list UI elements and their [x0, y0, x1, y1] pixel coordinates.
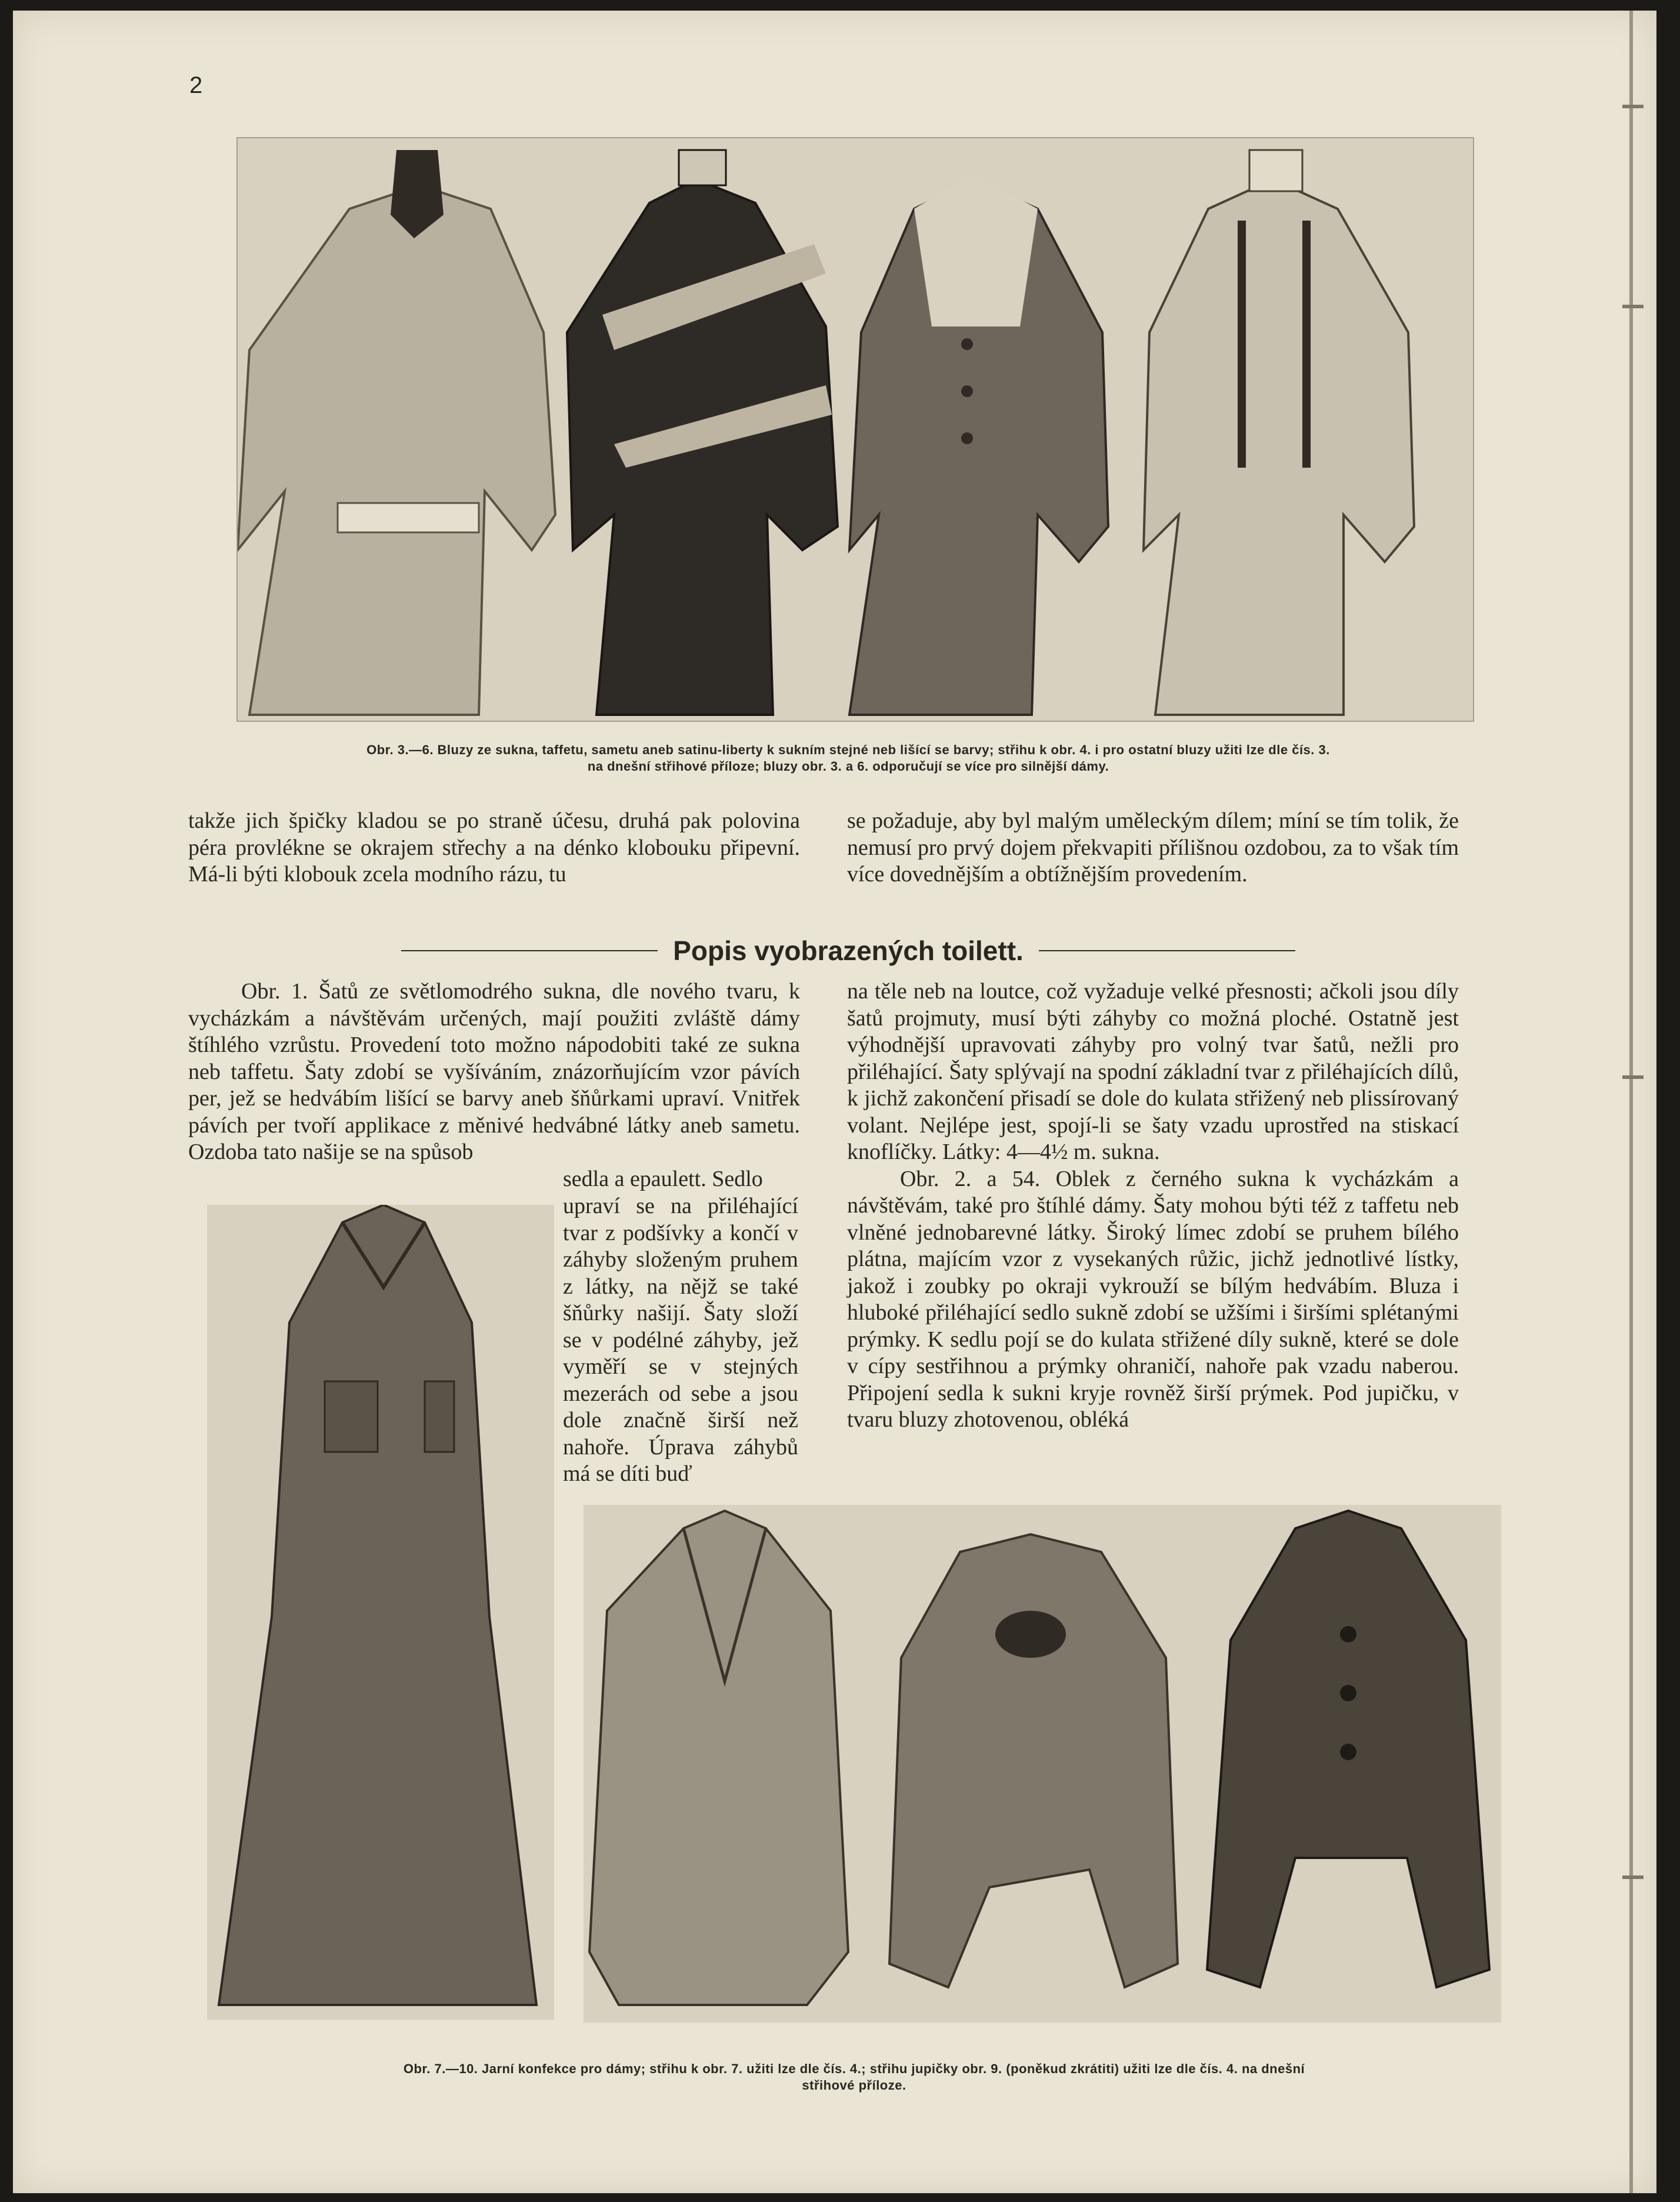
binding-mark — [1622, 1875, 1644, 1879]
left-column-inline-tail: sedla a epaulett. Sedlo — [563, 1167, 763, 1191]
section-heading: Popis vyobrazených toilett. — [673, 935, 1024, 966]
figure2-description: Obr. 2. a 54. Oblek z černého sukna k vycházkám a návštěvám, také pro štíhlé dámy. Šaty mohou býti též z taffetu neb vlněné jednobarevné látky. Široký límec zdobí se pruhem bílého plátna, majícím vzor z vysekaných růžic, jichž jednotlivé lístky, jakož i zoubky po okraji vykrouží se bílým hedvábím. Bluza i hluboké přiléhající sedlo sukně zdobí se užšími i širšími splétanými prýmky. K sedlu pojí se do kulata střižené díly sukně, které se dole v cípy sestřihnou a prýmky ohraničí, nahoře pak vzadu naberou. Připojení sedla k sukni kryje rovněž širší prýmek. Pod jupičku, v tvaru bluzy zhotovenou, obléká — [847, 1166, 1459, 1432]
figure1-description-cont: na těle neb na loutce, což vyžaduje velké přesnosti; ačkoli jsou díly šatů projmuty, musí býti záhyby co možná ploché. Ostatně jest výhodnější upravovati záhyby pro volný tvar šatů, nežli pro přiléhající. Šaty splývají na spodní základní tvar z přiléhajících dílů, k jichž zakončení přisadí se dole do kulata střižený neb plissírovaný volant. Nejlépe jest, spojí-li se šaty vzadu uprostřed na stiskací knoflíčky. Látky: 4—4½ m. sukna. — [847, 979, 1459, 1164]
binding-edge — [1629, 11, 1633, 2193]
bottom-caption-line2: střihové příloze. — [802, 2078, 906, 2093]
coat-drawing — [207, 1205, 554, 2020]
heading-rule-right — [1039, 950, 1295, 951]
figure1-description: Obr. 1. Šatů ze světlomodrého sukna, dle nového tvaru, k vycházkám a návštěvám určených, mají použiti zvláště dámy štíhlého vzrůstu. Provedení toto možno nápodobiti také ze sukna neb taffetu. Šaty zdobí se vyšíváním, znázorňujícím vzor pávích per, jež se hedvábím lišící se barvy aneb šňůrkami upraví. Vnitřek pávích per tvoří applikace z měnivé hedvábné látky aneb sametu. Ozdoba tato našije se na spůsob — [188, 979, 800, 1164]
coat-illustration — [207, 1205, 554, 2020]
binding-mark — [1622, 305, 1644, 308]
top-caption-line2: na dnešní střihové příloze; bluzy obr. 3. a 6. odporučují se více pro silnější dámy. — [587, 759, 1109, 774]
section-heading-row — [401, 933, 1295, 968]
left-column-narrow-text: upraví se na přiléhající tvar z podšívky a končí v záhyby složeným pruhem z látky, na nějž se také šňůrky našijí. Šaty složí se v podélné záhyby, jež vyměří se v stejných mezerách od sebe a jsou dole značně širší než nahoře. Úprava záhybů má se díti buď — [563, 1194, 798, 1486]
page-number: 2 — [189, 72, 203, 98]
right-column-text — [847, 978, 1459, 1434]
left-column-text — [188, 978, 800, 1166]
blouses-illustration — [236, 137, 1474, 722]
top-caption-line1: Obr. 3.—6. Bluzy ze sukna, taffetu, sametu aneb satinu-liberty k sukním stejné neb lišící se barvy; střihu k obr. 4. i pro ostatní bluzy užiti lze dle čís. 3. — [366, 742, 1330, 757]
jackets-illustration — [584, 1505, 1501, 2023]
top-figure-caption — [213, 742, 1484, 775]
bottom-caption-line1: Obr. 7.—10. Jarní konfekce pro dámy; střihu k obr. 7. užiti lze dle čís. 4.; střihu jupičky obr. 9. (poněkud zkrátiti) užiti lze dle čís. 4. na dnešní — [403, 2061, 1305, 2076]
scanned-page — [13, 11, 1656, 2193]
bottom-figure-caption — [236, 2061, 1472, 2094]
heading-rule-left — [401, 950, 658, 951]
binding-mark — [1622, 1075, 1644, 1079]
intro-right-text: se požaduje, aby byl malým uměleckým dílem; míní se tím tolik, že nemusí pro prvý dojem překvapiti přílišnou ozdobou, za to však tím více dovednějším a obtížnějším provedením. — [847, 808, 1459, 887]
jackets-drawing — [584, 1505, 1501, 2023]
binding-mark — [1622, 105, 1644, 108]
intro-left-text: takže jich špičky kladou se po straně účesu, druhá pak polovina péra provlékne se okrajem střechy a na dénko klobouku připevní. Má-li býti klobouk zcela modního rázu, tu — [188, 808, 800, 887]
blouses-drawing — [238, 138, 1473, 721]
